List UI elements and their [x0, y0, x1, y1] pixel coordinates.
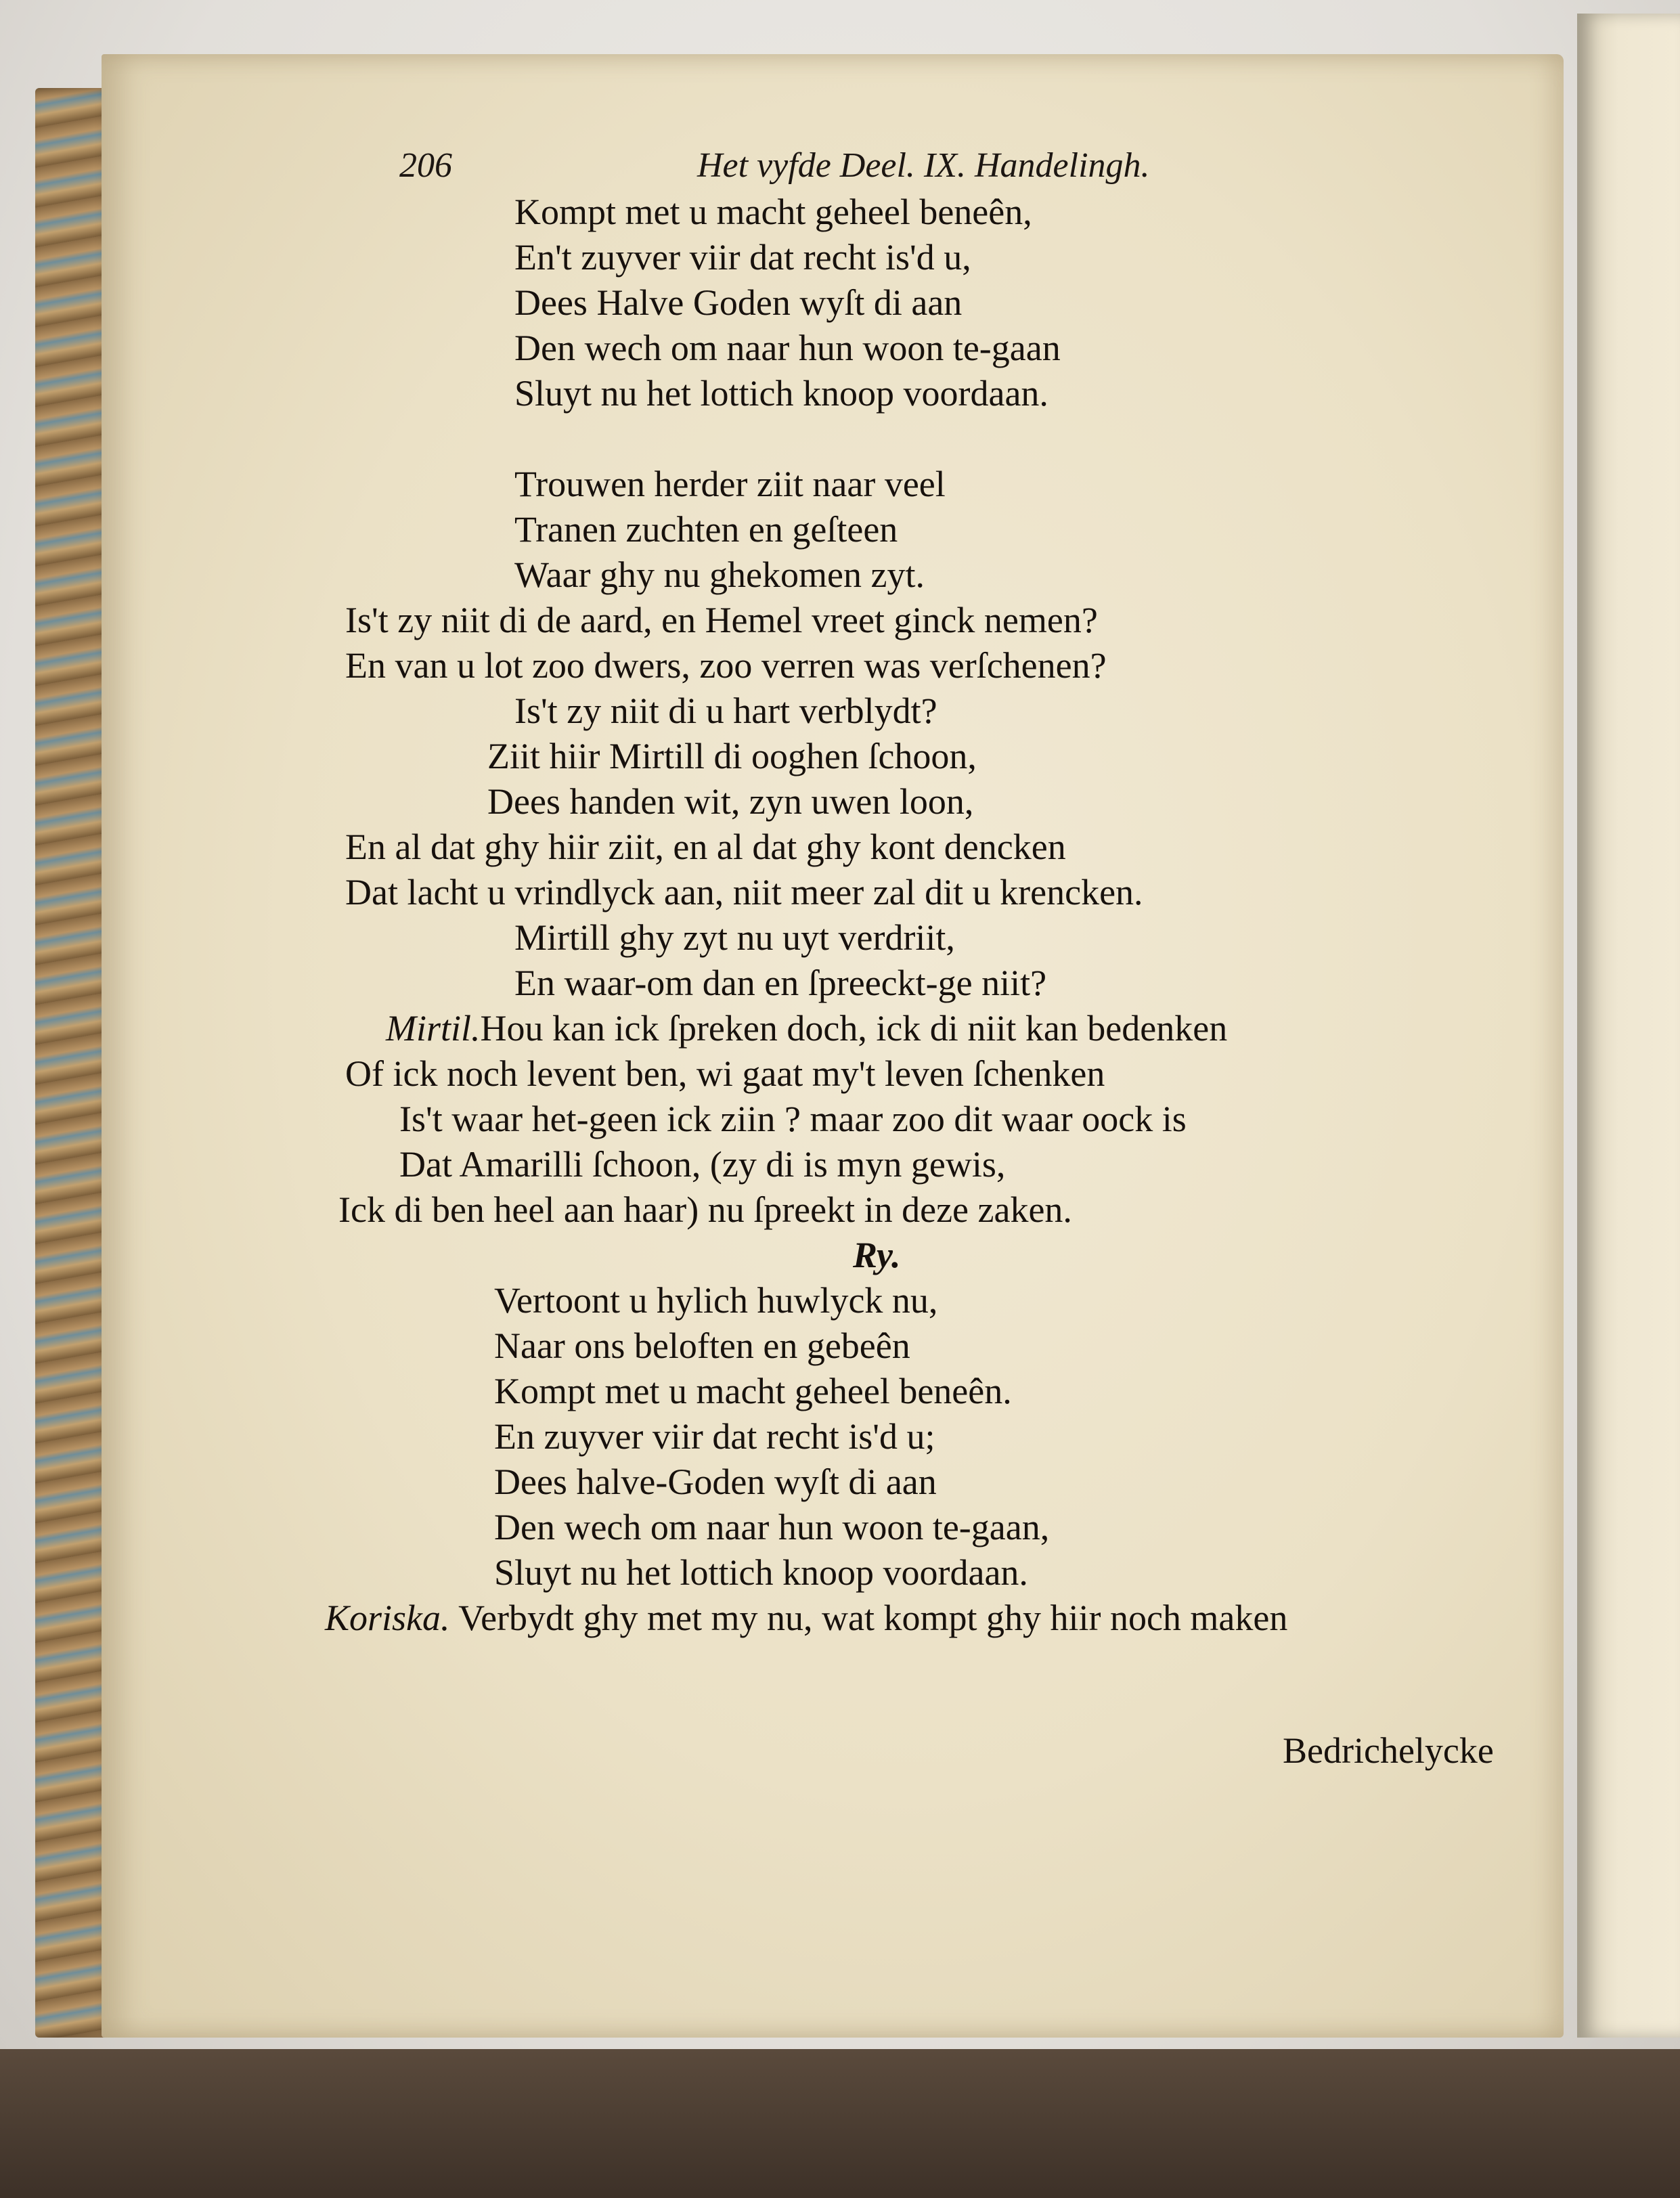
speaker-name: Koriska.: [325, 1598, 450, 1638]
running-title: Het vyfde Deel. IX. Handelingh.: [697, 146, 1150, 185]
chorus-line: Kompt met u macht geheel beneên.: [494, 1371, 1012, 1411]
stanza-gap: [366, 416, 1584, 462]
verse-line: En van u lot zoo dwers, zoo verren was verſchenen?: [345, 645, 1107, 686]
verse-line: Sluyt nu het lottich knoop voordaan.: [514, 373, 1048, 414]
chorus-line: En zuyver viir dat recht is'd u;: [494, 1416, 935, 1457]
verse-line: Trouwen herder ziit naar veel: [514, 464, 946, 504]
chorus-line: Den wech om naar hun woon te-gaan,: [494, 1507, 1050, 1547]
speaker-name: Mirtil.: [386, 1008, 481, 1049]
speech-line: [325, 1596, 1584, 1641]
verse-line: Is't zy niit di de aard, en Hemel vreet ginck nemen?: [345, 600, 1098, 640]
speech-line: Of ick noch levent ben, wi gaat my't leven ſchenken: [345, 1053, 1105, 1094]
speech-text: Hou kan ick ſpreken doch, ick di niit kan bedenken: [480, 1008, 1228, 1049]
verse-line: Dees Halve Goden wyſt di aan: [514, 282, 963, 323]
verse-line: En't zuyver viir dat recht is'd u,: [514, 237, 971, 278]
verse-text: [325, 190, 1584, 1641]
facing-page-edge: [1577, 14, 1680, 2038]
verse-line: Mirtill ghy zyt nu uyt verdriit,: [514, 917, 955, 958]
verse-lines: [345, 190, 1584, 1006]
verse-line: Tranen zuchten en geſteen: [514, 509, 898, 550]
verse-line: Kompt met u macht geheel beneên,: [514, 192, 1032, 232]
verse-line: Ziit hiir Mirtill di ooghen ſchoon,: [487, 736, 977, 776]
verse-line: Waar ghy nu ghekomen zyt.: [514, 554, 925, 595]
speech-line: Is't waar het-geen ick ziin ? maar zoo dit waar oock is: [399, 1099, 1187, 1139]
chorus-line: Naar ons beloften en gebeên: [494, 1325, 910, 1366]
verse-line: En al dat ghy hiir ziit, en al dat ghy kont dencken: [345, 827, 1066, 867]
verse-line: Dat lacht u vrindlyck aan, niit meer zal dit u krencken.: [345, 872, 1143, 913]
verse-line: En waar-om dan en ſpreeckt-ge niit?: [514, 963, 1047, 1003]
verse-line: Den wech om naar hun woon te-gaan: [514, 328, 1061, 368]
catchword: Bedrichelycke: [1283, 1730, 1494, 1771]
speech-line: Ick di ben heel aan haar) nu ſpreekt in deze zaken.: [338, 1189, 1072, 1230]
table-edge: [0, 2049, 1680, 2198]
speech-line: Dat Amarilli ſchoon, (zy di is myn gewis,: [399, 1144, 1006, 1185]
chorus-line: Vertoont u hylich huwlyck nu,: [494, 1280, 938, 1321]
chorus-label: Ry.: [853, 1235, 901, 1275]
chorus-line: Dees halve-Goden wyſt di aan: [494, 1461, 937, 1502]
verse-line: Is't zy niit di u hart verblydt?: [514, 690, 937, 731]
chorus-line: Sluyt nu het lottich knoop voordaan.: [494, 1552, 1028, 1593]
speech-line: [345, 1006, 1584, 1051]
speech-text: Verbydt ghy met my nu, wat kompt ghy hiir noch maken: [458, 1598, 1288, 1638]
page-number: 206: [399, 146, 452, 185]
verse-line: Dees handen wit, zyn uwen loon,: [487, 781, 974, 822]
